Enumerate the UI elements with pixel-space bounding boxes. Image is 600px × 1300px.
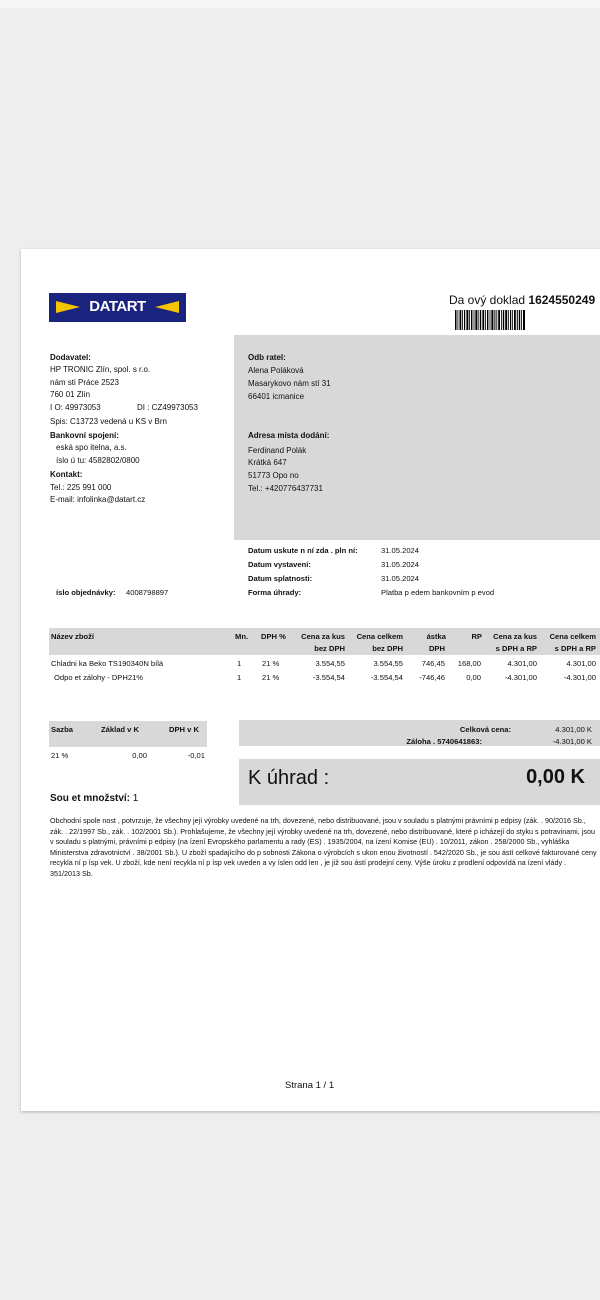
logo-wordmark: DATART	[89, 298, 146, 315]
payment-method-value: Platba p edem bankovním p evod	[381, 588, 495, 597]
col-total: Cena celkem	[356, 632, 403, 641]
col-vat-pct: DPH %	[261, 632, 286, 641]
date-due-label: Datum splatnosti:	[248, 574, 313, 583]
item-vat-amount: -746,46	[419, 673, 445, 682]
amount-due-value: 0,00 K	[526, 766, 585, 788]
legal-notice: Obchodní spole nost , potvrzuje, že všechny její výrobky uvedené na trh, dovezené, nebo distribuované, jsou v souladu s platnými právními p edpisy (zák. . 90/2016 Sb., zák. . 22/1997 Sb., zák. . 102/2001 Sb.). Prohlašujeme, že všechny její výrobky uvedené na trh, dovezené, nebo distribuované, které p icházejí do styku s potravinami, jsou v souladu s platnými, právními p edpisy (na ízení Evropského parlamentu a rady (ES) . 1935/2004, na ízení Komise (EU) . 10/2011, zákon . 258/2000 Sb., vyhláška Ministerstva zdravotnictví . 38/2001 Sb.). U zboží spadajícího do p sobnosti Zákona o výrobcích s ukon enou životností . 542/2020 Sb., je sou ástí celkové fakturované ceny recykla ní p ísp vek. U zboží, kde není recykla ní p ísp vek uveden a vy íslen odd len , je již sou ástí prodejní ceny. Výše úroku z prodlení odpovídá na ízení vlády . 351/2013 Sb.	[50, 816, 597, 878]
col-vat-amount: ástka	[426, 632, 446, 641]
datart-logo	[49, 293, 186, 322]
supplier-name: HP TRONIC Zlín, spol. s r.o.	[50, 365, 151, 374]
item-total: 3.554,55	[373, 659, 403, 668]
recipient-street: Masarykovo nám stí 31	[248, 379, 331, 388]
invoice-page	[21, 249, 600, 1111]
date-due-value: 31.05.2024	[381, 574, 420, 583]
payment-method-label: Forma úhrady:	[248, 588, 302, 597]
col-unit-gross: Cena za kus	[493, 632, 537, 641]
delivery-heading: Adresa místa dodání:	[248, 431, 330, 440]
document-title-prefix: Da ový doklad	[449, 293, 529, 307]
delivery-street: Krátká 647	[248, 458, 287, 467]
recipient-name: Alena Poláková	[248, 366, 304, 375]
quantity-value: 1	[132, 793, 139, 804]
page-number: Strana 1 / 1	[285, 1080, 335, 1091]
col-total-sub: bez DPH	[372, 644, 403, 653]
supplier-city: 760 01 Zlín	[50, 390, 91, 399]
total-label: Celková cena:	[459, 725, 511, 734]
amount-due-label: K úhrad :	[248, 767, 330, 789]
vat-rate: 21 %	[51, 751, 69, 760]
delivery-phone: Tel.: +420776437731	[248, 484, 323, 493]
vat-col-rate: Sazba	[51, 725, 73, 734]
col-rp: RP	[471, 632, 482, 641]
date-issued-value: 31.05.2024	[381, 560, 420, 569]
delivery-name: Ferdinand Polák	[248, 446, 307, 455]
item-qty: 1	[237, 659, 242, 668]
bank-heading: Bankovní spojení:	[50, 431, 119, 440]
deposit-label: Záloha . 5740641863:	[406, 737, 482, 746]
item-unit-gross: -4.301,00	[504, 673, 537, 682]
viewer-top-bar	[0, 0, 600, 8]
item-name: Odpo et zálohy - DPH21%	[54, 673, 144, 682]
total-value: 4.301,00 K	[555, 725, 592, 734]
logo-right-arrow-icon	[155, 301, 179, 313]
col-vat-amount-sub: DPH	[428, 644, 445, 653]
item-rp: 0,00	[466, 673, 481, 682]
contact-phone: Tel.: 225 991 000	[50, 483, 112, 492]
delivery-city: 51773 Opo no	[248, 471, 299, 480]
item-rp: 168,00	[457, 659, 481, 668]
bank-account: íslo ú tu: 4582802/0800	[56, 456, 140, 465]
document-number: 1624550249	[528, 293, 596, 307]
col-unit-price: Cena za kus	[301, 632, 345, 641]
vat-base: 0,00	[132, 751, 147, 760]
date-issued-label: Datum vystavení:	[248, 560, 311, 569]
supplier-dic: DI : CZ49973053	[137, 403, 198, 412]
item-total-gross: -4.301,00	[563, 673, 596, 682]
vat-col-vat: DPH v K	[169, 725, 199, 734]
quantity-label: Sou et množství:	[50, 793, 131, 804]
document-title	[449, 293, 595, 307]
recipient-heading: Odb ratel:	[248, 353, 286, 362]
item-vat-pct: 21 %	[262, 673, 280, 682]
barcode-icon	[455, 310, 525, 330]
logo-left-arrow-icon	[56, 301, 80, 313]
contact-email: E-mail: infolinka@datart.cz	[50, 495, 146, 504]
col-qty: Mn.	[235, 632, 249, 641]
item-vat-amount: 746,45	[421, 659, 445, 668]
vat-amount: -0,01	[187, 751, 205, 760]
supplier-ico: I O: 49973053	[50, 403, 101, 412]
item-total-gross: 4.301,00	[566, 659, 596, 668]
col-total-gross: Cena celkem	[549, 632, 596, 641]
col-name: Název zboží	[51, 632, 95, 641]
item-qty: 1	[237, 673, 242, 682]
item-name: Chladni ka Beko TS190340N bílá	[51, 659, 164, 668]
vat-col-base: Základ v K	[101, 725, 139, 734]
date-taxable-label: Datum uskute n ní zda . pln ní:	[248, 546, 358, 555]
recipient-city: 66401 icmanice	[248, 392, 305, 401]
item-vat-pct: 21 %	[262, 659, 280, 668]
deposit-value: -4.301,00 K	[552, 737, 592, 746]
col-total-gross-sub: s DPH a RP	[554, 644, 596, 653]
item-unit-price: -3.554,54	[312, 673, 345, 682]
item-total: -3.554,54	[370, 673, 403, 682]
contact-heading: Kontakt:	[50, 470, 83, 479]
supplier-street: nám sti Práce 2523	[50, 378, 119, 387]
date-taxable-value: 31.05.2024	[381, 546, 420, 555]
supplier-register: Spis: C13723 vedená u KS v Brn	[50, 417, 167, 426]
item-unit-gross: 4.301,00	[507, 659, 537, 668]
col-unit-gross-sub: s DPH a RP	[495, 644, 537, 653]
bank-name: eská spo itelna, a.s.	[56, 443, 127, 452]
item-unit-price: 3.554,55	[315, 659, 345, 668]
supplier-heading: Dodavatel:	[50, 353, 91, 362]
col-unit-price-sub: bez DPH	[314, 644, 345, 653]
order-number-label: íslo objednávky:	[56, 588, 116, 597]
order-number-value: 4008798897	[126, 588, 169, 597]
quantity-summary	[50, 792, 138, 806]
